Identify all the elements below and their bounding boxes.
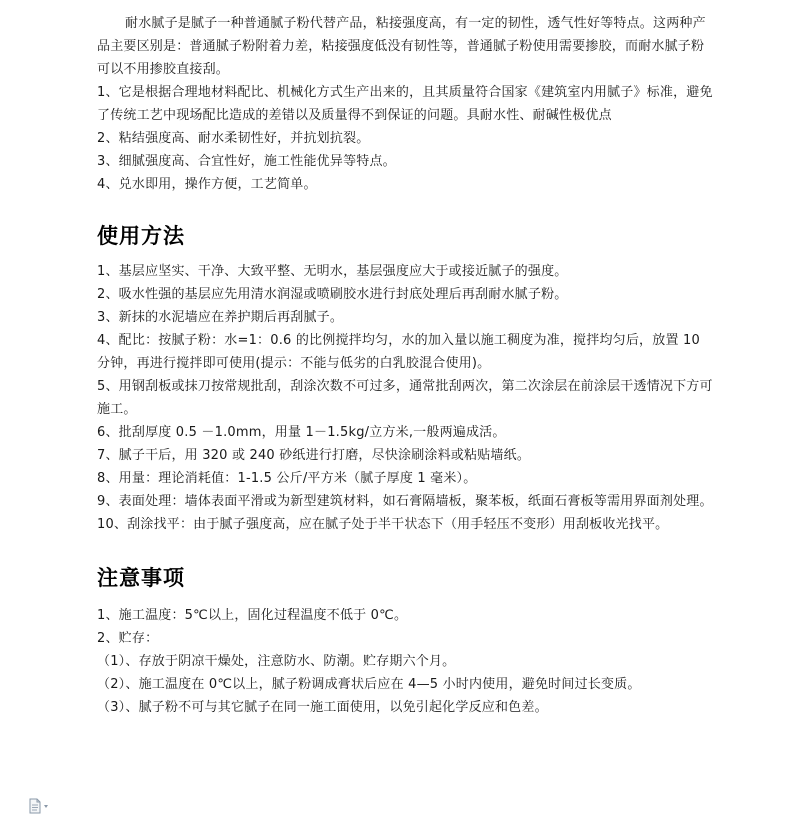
note-item: （1）、存放于阴凉干燥处，注意防水、防潮。贮存期六个月。 bbox=[97, 654, 456, 669]
usage-step: 8、用量：理论消耗值：1-1.5 公斤/平方米（腻子厚度 1 毫米）。 bbox=[97, 471, 477, 486]
note-item: 2、贮存： bbox=[97, 631, 159, 646]
intro-paragraph: 耐水腻子是腻子一种普通腻子粉代替产品，粘接强度高，有一定的韧性，透气性好等特点。这两种产品主要区别是：普通腻子粉附着力差，粘接强度低没有韧性等，普通腻子粉使用需要掺胶，而耐水腻子粉可以不用掺胶直接刮。 bbox=[97, 16, 706, 77]
usage-step: 7、腻子干后，用 320 或 240 砂纸进行打磨，尽快涂刷涂料或粘贴墙纸。 bbox=[97, 448, 531, 463]
usage-step: 1、基层应坚实、干净、大致平整、无明水，基层强度应大于或接近腻子的强度。 bbox=[97, 264, 568, 279]
usage-step: 4、配比：按腻子粉：水=1：0.6 的比例搅拌均匀，水的加入量以施工稠度为准，搅拌均匀后，放置 10 分钟，再进行搅拌即可使用(提示：不能与低劣的白乳胶混合使用)。 bbox=[97, 333, 700, 371]
notes-heading: 注意事项 bbox=[97, 565, 185, 590]
usage-heading: 使用方法 bbox=[97, 223, 185, 248]
usage-step: 2、吸水性强的基层应先用清水润湿或喷刷胶水进行封底处理后再刮耐水腻子粉。 bbox=[97, 287, 568, 302]
feature-item: 1、它是根据合理地材料配比、机械化方式生产出来的，且其质量符合国家《建筑室内用腻子》标准，避免了传统工艺中现场配比造成的差错以及质量得不到保证的问题。具耐水性、耐碱性极优点 bbox=[97, 85, 713, 123]
note-item: 1、施工温度：5℃以上，固化过程温度不低于 0℃。 bbox=[97, 608, 408, 623]
note-item: （2）、施工温度在 0℃以上，腻子粉调成膏状后应在 4—5 小时内使用，避免时间过长变质。 bbox=[97, 677, 641, 692]
feature-list bbox=[97, 81, 717, 196]
feature-item: 3、细腻强度高、合宜性好，施工性能优异等特点。 bbox=[97, 154, 396, 169]
usage-step-list bbox=[97, 260, 717, 536]
usage-step: 10、刮涂找平：由于腻子强度高，应在腻子处于半干状态下（用手轻压不变形）用刮板收光找平。 bbox=[97, 517, 669, 532]
feature-item: 4、兑水即用，操作方便，工艺简单。 bbox=[97, 177, 317, 192]
notes-list bbox=[97, 604, 717, 719]
document-menu-icon[interactable] bbox=[28, 798, 52, 814]
document-page bbox=[97, 12, 717, 719]
usage-step: 3、新抹的水泥墙应在养护期后再刮腻子。 bbox=[97, 310, 344, 325]
note-item: （3）、腻子粉不可与其它腻子在同一施工面使用，以免引起化学反应和色差。 bbox=[97, 700, 548, 715]
feature-item: 2、粘结强度高、耐水柔韧性好，并抗划抗裂。 bbox=[97, 131, 370, 146]
usage-step: 9、表面处理：墙体表面平滑或为新型建筑材料，如石膏隔墙板，聚苯板，纸面石膏板等需用界面剂处理。 bbox=[97, 494, 713, 509]
usage-step: 5、用钢刮板或抹刀按常规批刮，刮涂次数不可过多，通常批刮两次，第二次涂层在前涂层干透情况下方可施工。 bbox=[97, 379, 713, 417]
intro-section bbox=[97, 12, 717, 196]
usage-step: 6、批刮厚度 0.5 －1.0mm，用量 1－1.5kg/立方米,一般两遍成活。 bbox=[97, 425, 506, 440]
